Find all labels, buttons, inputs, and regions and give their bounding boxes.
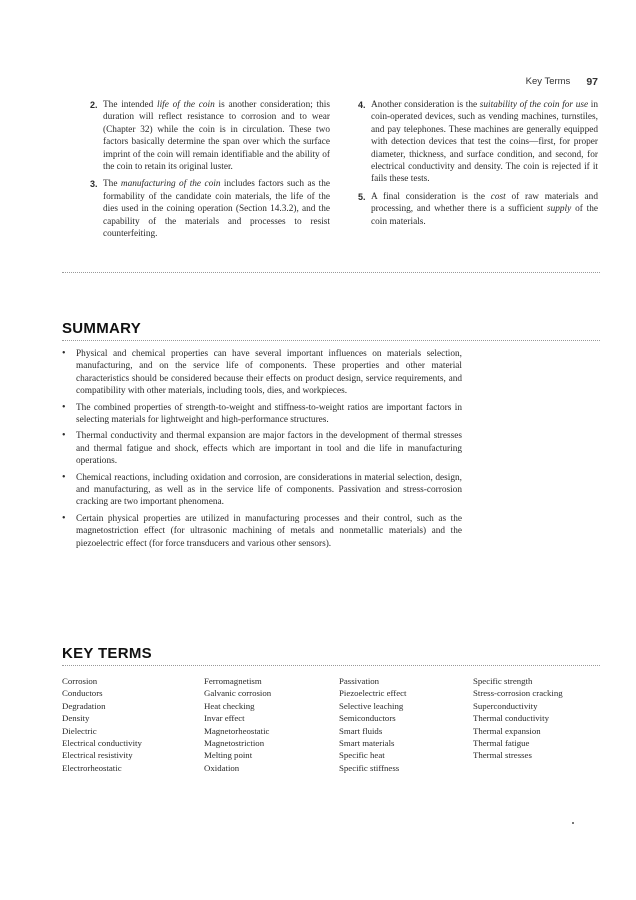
text-run: in coin-operated devices, such as vending machines, turnstiles, and pay telephones. These machines are generally equipped with detection devices that test the coins—first, for proper diameter, thickness, and surface condition, and second, for electrical conductivity and density. The coin is rejected if it fails these tests. xyxy=(371,100,599,185)
list-item xyxy=(358,99,598,186)
key-term: Density xyxy=(62,713,90,724)
key-term: Heat checking xyxy=(204,700,255,711)
text-run: includes factors such as the formability of the candidate coin materials, the life of the dies used in the coining operation (Section 14.3.2), and the capability of the materials and processes to resist counterfeiting. xyxy=(103,179,330,240)
intro-column-left xyxy=(90,99,330,245)
text-run: of the coin materials. xyxy=(371,204,598,227)
key-term: Corrosion xyxy=(62,676,98,686)
key-terms-column xyxy=(339,675,473,774)
summary-heading: SUMMARY xyxy=(62,320,142,337)
summary-text: Chemical reactions, including oxidation and corrosion, are considerations in material selection, design, and manufacturing, as well as in the service life of components. Passivation and stress-corrosion cracking are two important phenomena. xyxy=(76,472,462,508)
item-number: 2. xyxy=(90,100,98,110)
key-terms-column xyxy=(62,675,204,774)
key-terms-heading: KEY TERMS xyxy=(62,645,152,662)
text-run: The intended xyxy=(103,100,157,110)
bullet-icon: • xyxy=(62,430,66,442)
item-text xyxy=(103,99,330,173)
bullet-icon: • xyxy=(62,348,66,359)
text-run: is another consideration; this duration will reflect resistance to corrosion and to wear (Chapter 32) while the coin is in circulation. These two factors basically determine the span over which the surface imprint of the coin will remain identifiable and the ability of the coin to retain its original luster. xyxy=(103,100,330,173)
key-terms-column xyxy=(473,675,613,774)
key-term: Stress-corrosion cracking xyxy=(473,688,563,699)
key-term: Thermal stresses xyxy=(473,750,532,761)
key-term: Superconductivity xyxy=(473,700,538,711)
section-divider xyxy=(62,272,600,273)
summary-text: Certain physical properties are utilized in manufacturing processes and their control, such as the magnetostriction effect (for ultrasonic machining of metals and nonmetallic materials) and the piezoelectric effect (for force transducers and various other sensors). xyxy=(76,513,462,549)
emphasis: manufacturing of the coin xyxy=(120,179,221,190)
summary-item xyxy=(62,513,462,550)
key-term: Specific strength xyxy=(473,676,533,686)
page-number: 97 xyxy=(586,76,598,88)
item-text xyxy=(371,99,598,186)
key-term: Conductors xyxy=(62,688,103,699)
bullet-icon: • xyxy=(62,471,66,483)
key-term: Electrical conductivity xyxy=(62,738,142,749)
text-run: of raw materials and processing, and whether there is a sufficient xyxy=(371,191,598,215)
key-term: Electrorheostatic xyxy=(62,762,122,773)
bullet-icon: • xyxy=(62,401,66,413)
key-terms-column xyxy=(204,675,339,774)
key-term: Electrical resistivity xyxy=(62,750,133,761)
key-term: Dielectric xyxy=(62,725,97,736)
section-divider xyxy=(62,665,600,666)
key-term: Specific heat xyxy=(339,750,385,761)
item-number: 3. xyxy=(90,179,98,190)
text-run: The xyxy=(103,179,121,190)
emphasis: life of the coin xyxy=(157,100,215,110)
emphasis: suitability of the coin for use xyxy=(479,100,589,110)
key-term: Smart materials xyxy=(339,738,395,749)
list-item xyxy=(90,178,330,240)
running-header xyxy=(526,76,598,88)
list-item xyxy=(358,191,598,228)
text-run: A final consideration is the xyxy=(371,191,491,202)
intro-column-right xyxy=(358,99,598,245)
key-term: Thermal fatigue xyxy=(473,738,530,749)
key-term: Melting point xyxy=(204,750,253,761)
section-divider xyxy=(62,340,600,341)
key-term: Galvanic corrosion xyxy=(204,688,272,699)
key-term: Thermal expansion xyxy=(473,725,541,736)
key-term: Selective leaching xyxy=(339,700,404,711)
summary-item xyxy=(62,402,462,427)
item-text xyxy=(371,191,598,228)
summary-text: Physical and chemical properties can have several important influences on materials selection, manufacturing, and on the service life of components. These properties and other material characteristics should be considered because their effects on product design, service requirements, and compatibility with other materials, including tools, dies, and workpieces. xyxy=(76,349,462,397)
key-term: Semiconductors xyxy=(339,713,396,724)
key-term: Degradation xyxy=(62,700,106,711)
emphasis: cost xyxy=(490,191,506,202)
key-terms-grid xyxy=(62,675,622,774)
key-term: Thermal conductivity xyxy=(473,713,549,724)
key-term: Magnetostriction xyxy=(204,738,265,749)
item-number: 4. xyxy=(358,100,366,110)
summary-text: The combined properties of strength-to-weight and stiffness-to-weight ratios are important factors in selecting materials for lightweight and high-performance structures. xyxy=(76,402,462,426)
bullet-icon: • xyxy=(62,512,66,524)
key-term: Magnetorheostatic xyxy=(204,725,270,736)
summary-text: Thermal conductivity and thermal expansion are major factors in the development of thermal stresses and thermal fatigue and shock, effects which are important in tool and die life in manufacturing operations. xyxy=(76,431,462,467)
key-term: Oxidation xyxy=(204,762,240,773)
summary-item xyxy=(62,348,462,398)
key-term: Smart fluids xyxy=(339,725,383,736)
summary-item xyxy=(62,472,462,509)
key-term: Piezoelectric effect xyxy=(339,688,407,699)
key-term: Ferromagnetism xyxy=(204,676,262,686)
item-number: 5. xyxy=(358,191,366,202)
item-text xyxy=(103,178,330,240)
key-term: Invar effect xyxy=(204,713,245,724)
running-title: Key Terms xyxy=(525,76,571,87)
intro-numbered-list xyxy=(90,99,598,245)
text-run: Another consideration is the xyxy=(371,100,480,110)
summary-list xyxy=(62,348,462,554)
key-term: Passivation xyxy=(339,676,380,686)
summary-item xyxy=(62,430,462,467)
key-term: Specific stiffness xyxy=(339,762,400,773)
list-item xyxy=(90,99,330,173)
scan-speck xyxy=(572,822,574,824)
emphasis: supply xyxy=(546,204,572,215)
